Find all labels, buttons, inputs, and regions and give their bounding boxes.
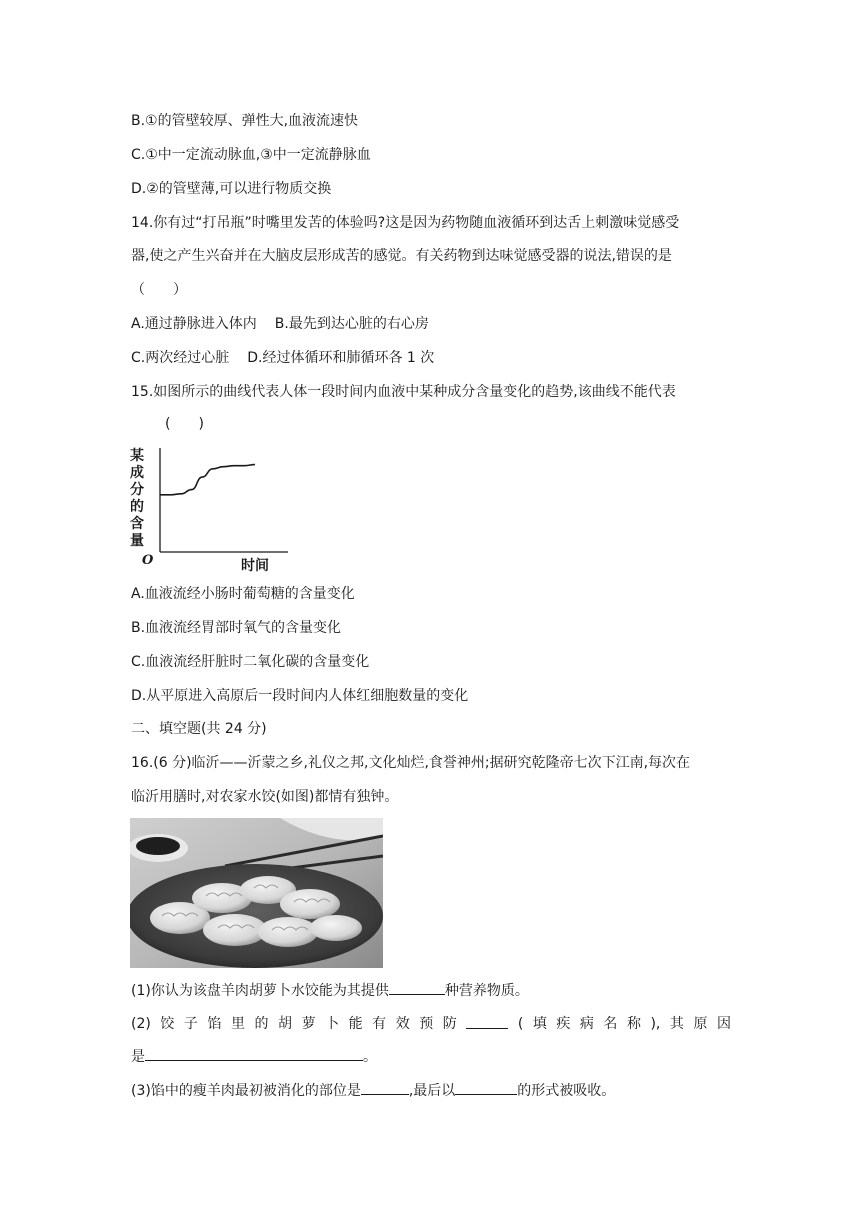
content-curve xyxy=(160,465,255,495)
q16-subquestion-2-line2 xyxy=(131,1046,377,1067)
y-axis-label-char: 分 xyxy=(130,482,144,498)
q16-sub1-text-before: (1)你认为该盘羊肉胡萝卜水饺能为其提供 xyxy=(131,983,389,999)
q16-sub3-blank-organ[interactable] xyxy=(361,1080,409,1095)
q16-sub2-char: 馅 xyxy=(207,1016,222,1032)
q13-option-b: B.①的管壁较厚、弹性大,血液流速快 xyxy=(131,113,359,129)
q16-sub3-text-middle: ,最后以 xyxy=(408,1083,456,1099)
q14-option-d: D.经过体循环和肺循环各 1 次 xyxy=(247,350,435,366)
q16-sub2-char: 里 xyxy=(230,1016,245,1032)
q16-sub3-text-before: (3)馅中的瘦羊肉最初被消化的部位是 xyxy=(131,1083,361,1099)
q16-sub2-char: 病 xyxy=(579,1016,594,1032)
q16-sub3-blank-form[interactable] xyxy=(455,1080,517,1095)
x-axis-label: 时间 xyxy=(241,558,269,574)
q14-options-row1 xyxy=(131,314,429,334)
content-curve-graph xyxy=(128,440,298,575)
q14-option-b: B.最先到达心脏的右心房 xyxy=(274,316,429,332)
q16-sub2-char: 称 xyxy=(626,1016,641,1032)
q16-sub2-char: 的 xyxy=(254,1016,269,1032)
q16-sub2-char: 能 xyxy=(348,1016,363,1032)
q14-options-row2 xyxy=(131,348,434,368)
q16-sub2-char: 名 xyxy=(603,1016,618,1032)
q16-sub2-blank-reason[interactable] xyxy=(145,1046,363,1061)
q16-sub2-char: 预 xyxy=(419,1016,434,1032)
q16-sub3-text-after: 的形式被吸收。 xyxy=(517,1083,616,1099)
q14-option-a: A.通过静脉进入体内 xyxy=(131,316,257,332)
q16-subquestion-3 xyxy=(131,1080,615,1101)
q15-option-d: D.从平原进入高原后一段时间内人体红细胞数量的变化 xyxy=(131,688,469,704)
q16-stem-line2: 临沂用膳时,对农家水饺(如图)都情有独钟。 xyxy=(131,789,399,805)
q16-sub2-char: 有 xyxy=(372,1016,387,1032)
q13-option-c: C.①中一定流动脉血,③中一定流静脉血 xyxy=(131,147,371,163)
q16-sub2-char: 饺 xyxy=(160,1016,175,1032)
q16-sub1-blank[interactable] xyxy=(389,980,445,995)
q16-sub2-char: 效 xyxy=(395,1016,410,1032)
q15-option-a: A.血液流经小肠时葡萄糖的含量变化 xyxy=(131,586,355,602)
q16-sub2-line2-after: 。 xyxy=(363,1049,377,1065)
y-axis-label-char: 量 xyxy=(130,533,144,549)
q15-stem: 15.如图所示的曲线代表人体一段时间内血液中某种成分含量变化的趋势,该曲线不能代表 xyxy=(131,384,676,400)
q14-option-c: C.两次经过心脏 xyxy=(131,350,230,366)
q16-sub2-char: 萝 xyxy=(301,1016,316,1032)
q16-sub2-char: 子 xyxy=(183,1016,198,1032)
q15-answer-paren: ( ) xyxy=(165,416,204,432)
q15-option-c: C.血液流经肝脏时二氧化碳的含量变化 xyxy=(131,654,370,670)
q16-sub2-char: 因 xyxy=(716,1016,731,1032)
q16-sub2-char: 疾 xyxy=(556,1016,571,1032)
q16-subquestion-2-line1 xyxy=(131,1014,731,1034)
q16-sub2-char: 填 xyxy=(532,1016,547,1032)
q16-sub2-char: 其 xyxy=(669,1016,684,1032)
q14-answer-paren: （ ） xyxy=(131,282,187,298)
dumpling-photo xyxy=(130,818,383,968)
q13-option-d: D.②的管壁薄,可以进行物质交换 xyxy=(131,181,332,197)
y-axis-label-char: 成 xyxy=(130,465,144,481)
q16-sub2-char: 防 xyxy=(442,1016,457,1032)
q16-sub2-char: 胡 xyxy=(278,1016,293,1032)
q16-subquestion-1 xyxy=(131,980,529,1001)
q16-sub2-paren-close: ), xyxy=(650,1016,661,1032)
y-axis-label xyxy=(130,447,144,549)
q16-sub2-paren-open: ( xyxy=(517,1016,524,1032)
q16-stem-line1: 16.(6 分)临沂——沂蒙之乡,礼仪之邦,文化灿烂,食誉神州;据研究乾隆帝七次下江南,每次在 xyxy=(131,755,691,771)
y-axis-label-char: 的 xyxy=(130,499,144,515)
section-2-heading: 二、填空题(共 24 分) xyxy=(131,721,267,737)
y-axis-label-char: 某 xyxy=(130,448,144,464)
y-axis-label-char: 含 xyxy=(130,516,144,532)
q14-stem-line2: 器,使之产生兴奋并在大脑皮层形成苦的感觉。有关药物到达味觉感受器的说法,错误的是 xyxy=(131,248,672,264)
q16-sub2-char: 卜 xyxy=(325,1016,340,1032)
q14-stem-line1: 14.你有过“打吊瓶”时嘴里发苦的体验吗?这是因为药物随血液循环到达舌上刺激味觉感受 xyxy=(131,215,680,231)
q16-sub2-prefix: (2) xyxy=(131,1016,151,1032)
q16-sub2-char: 原 xyxy=(693,1016,708,1032)
origin-label: O xyxy=(142,553,154,568)
q15-option-b: B.血液流经胃部时氧气的含量变化 xyxy=(131,620,342,636)
q16-sub2-blank-disease[interactable] xyxy=(466,1014,508,1029)
q16-sub2-line2-before: 是 xyxy=(131,1049,145,1065)
q16-sub1-text-after: 种营养物质。 xyxy=(444,983,529,999)
